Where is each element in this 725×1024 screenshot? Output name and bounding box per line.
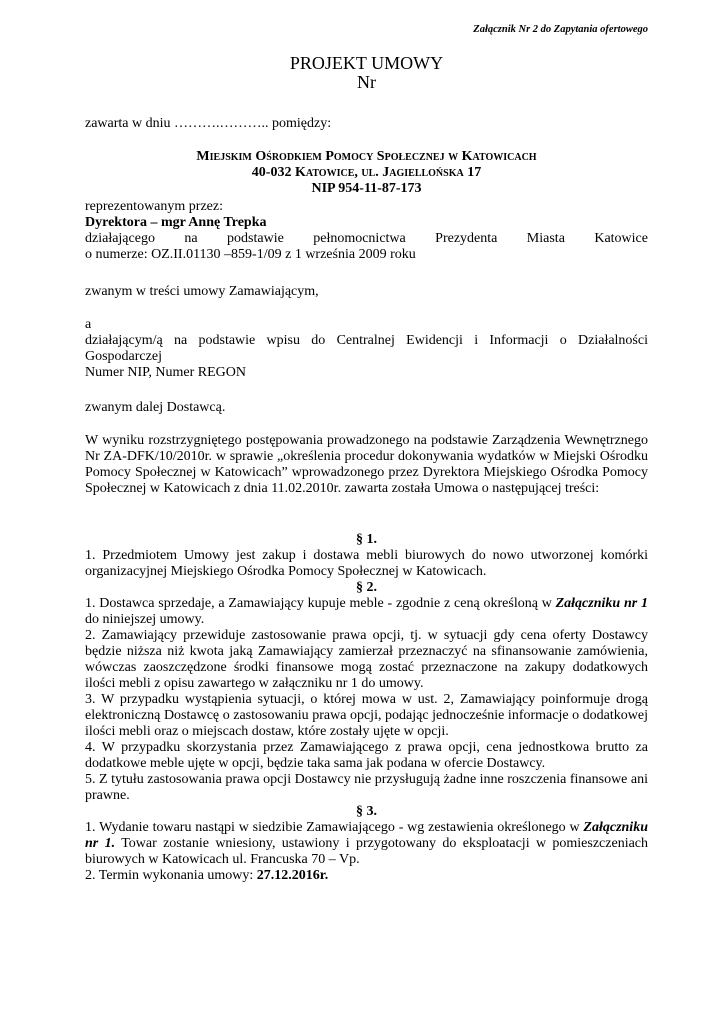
acting-basis-line2: o numerze: OZ.II.01130 –859-1/09 z 1 września 2009 roku [85,247,416,262]
party1-representation [85,199,648,263]
title-main: PROJEKT UMOWY [289,53,444,73]
document-title [85,54,648,92]
deadline-date: 27.12.2016r. [256,868,329,883]
section3-para1-text: 1. Wydanie towaru nastąpi w siedzibie Zamawiającego - wg zestawienia określonego w [85,820,584,835]
section3-heading: § 3. [356,804,377,819]
preamble-paragraph: W wyniku rozstrzygniętego postępowania prowadzonego na podstawie Zarządzenia Wewnętrznego Nr ZA-DFK/10/2010r. w sprawie „określenia procedur dokonywania wydatków w Miejski Ośrodku Pomocy Społecznej w Katowicach” wprowadzonego przez Dyrektora Miejskiego Ośrodka Pomocy Społecznej w Katowicach z dnia 11.02.2010r. zawarta została Umowa o następującej treści: [85,433,648,496]
sections [85,532,648,884]
represented-by-label: reprezentowanym przez: [85,199,223,214]
party1-called: zwanym w treści umowy Zamawiającym, [85,284,319,299]
party2-block [85,317,648,381]
title-number: Nr [357,72,376,92]
section2-para1-end: do niniejszej umowy. [85,612,205,627]
party1-name: Miejskim Ośrodkiem Pomocy Społecznej w Katowicach [196,149,537,164]
section2-heading: § 2. [356,580,377,595]
section3-para1-end: Towar zostanie wniesiony, ustawiony i przygotowany do eksploatacji w pomieszczeniach biurowych w Katowicach ul. Francuska 70 – Vp. [85,836,649,867]
party2-called: zwanym dalej Dostawcą. [85,400,226,415]
section2-para1-text: 1. Dostawca sprzedaje, a Zamawiający kupuje meble - zgodnie z ceną określoną w [85,596,556,611]
director-name: Dyrektora – mgr Annę Trepka [85,215,267,230]
section1-heading: § 1. [356,532,377,547]
annex1-reference: Załączniku nr 1 [555,596,648,611]
party2-acting-basis: działającym/ą na podstawie wpisu do Centralnej Ewidencji i Informacji o Działalności Gospodarczej [85,333,648,364]
section2-para5: 5. Z tytułu zastosowania prawa opcji Dostawcy nie przysługują żadne inne roszczenia finansowe ani prawne. [85,772,648,803]
section3-para1 [85,820,648,868]
party1-nip: NIP 954-11-87-173 [311,181,422,196]
and-word: a [85,317,92,332]
acting-basis-line1: działającego na podstawie pełnomocnictwa Prezydenta Miasta Katowice [85,231,648,246]
party1-address: 40-032 Katowice, ul. Jagiellońska 17 [251,165,482,180]
section3-para2 [85,868,648,884]
annex-label: Załącznik Nr 2 do Zapytania ofertowego [473,24,648,35]
party2-ids: Numer NIP, Numer REGON [85,365,246,380]
intro-line: zawarta w dniu ……….……….. pomiędzy: [85,116,332,131]
section2-para1 [85,596,648,628]
annex1-reference-2: Załączniku nr 1. [85,820,648,851]
section2-para2: 2. Zamawiający przewiduje zastosowanie prawa opcji, tj. w sytuacji gdy cena oferty Dostawcy będzie niższa niż kwota jaką Zamawiający zamierzał przeznaczyć na sfinansowanie zamówienia, wówczas zaoszczędzone środki finansowe mogą zostać przeznaczone na zakupy dodatkowych ilości mebli z opisu zawartego w załączniku nr 1 do umowy. [85,628,648,691]
section2-para3: 3. W przypadku wystąpienia sytuacji, o której mowa w ust. 2, Zamawiający poinformuje drogą elektroniczną Dostawcę o zastosowaniu prawa opcji, podając jednocześnie informacje o dodatkowej ilości mebli oraz o miejscach dostaw, które zostały ujęte w opcji. [85,692,648,739]
deadline-label: 2. Termin wykonania umowy: [85,868,257,883]
section1-para1: 1. Przedmiotem Umowy jest zakup i dostawa mebli biurowych do nowo utworzonej komórki organizacyjnej Miejskiego Ośrodka Pomocy Społecznej w Katowicach. [85,548,648,579]
party1-header [85,149,648,197]
section2-para4: 4. W przypadku skorzystania przez Zamawiającego z prawa opcji, cena jednostkowa brutto za dodatkowe meble ujęte w opcji, będzie taka sama jak podana w ofercie Dostawcy. [85,740,648,771]
